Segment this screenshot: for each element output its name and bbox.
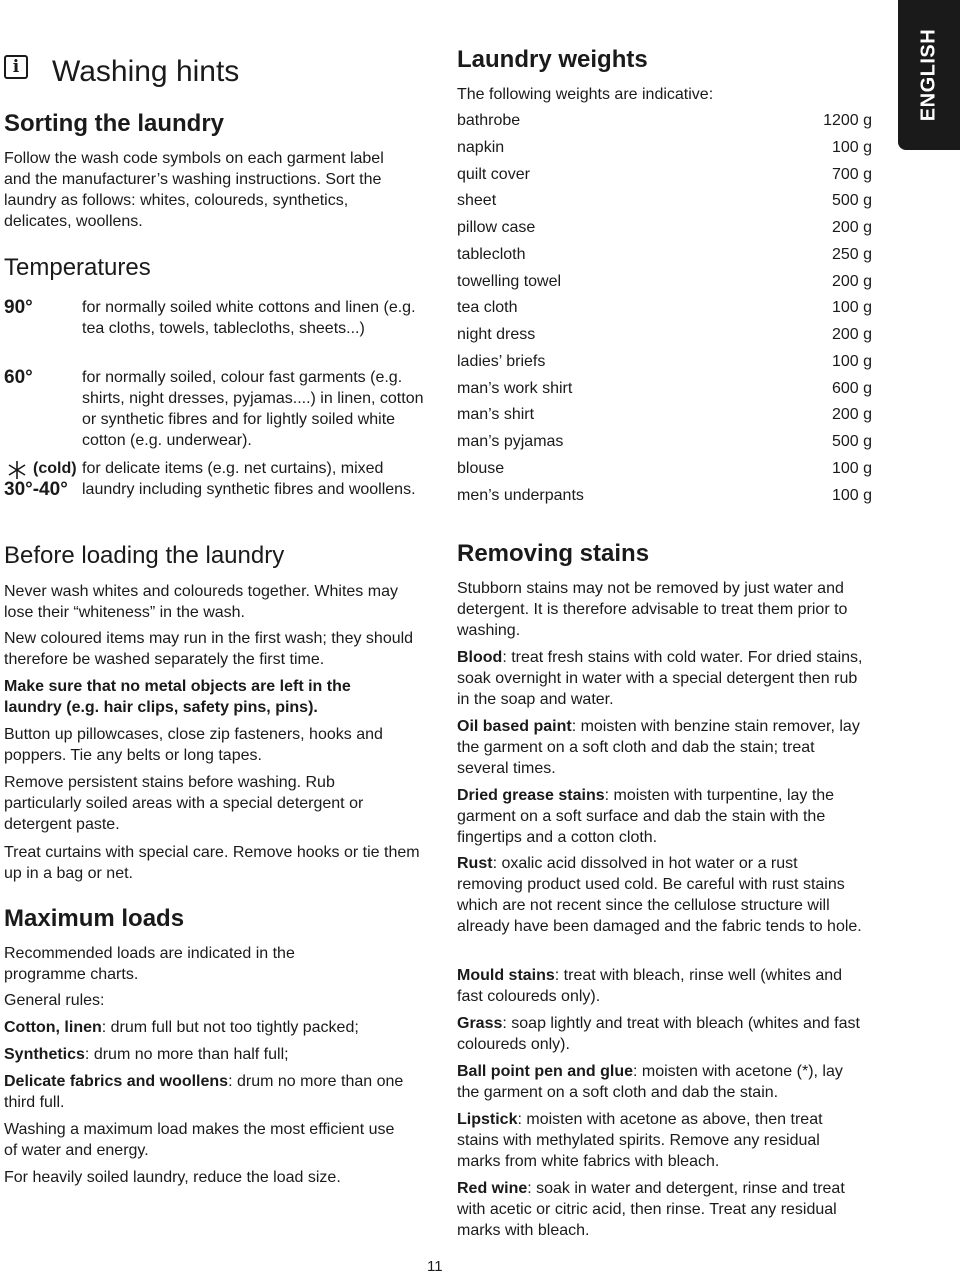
weight-item-name: tablecloth bbox=[457, 245, 526, 263]
sorting-text: Follow the wash code symbols on each garment label and the manufacturer’s washing instructions. Sort the laundry as follows: whites, coloureds, synthetics, delicates, woollens. bbox=[4, 150, 384, 230]
weight-item-name: bathrobe bbox=[457, 112, 521, 129]
max-loads-p3: Washing a maximum load makes the most efficient use of water and energy. bbox=[4, 1121, 395, 1159]
before-loading-p3: Make sure that no metal objects are left in the laundry (e.g. hair clips, safety pins, pins). bbox=[4, 678, 351, 716]
stain-entry bbox=[457, 716, 867, 779]
weight-row bbox=[457, 135, 872, 162]
stain-label: Mould stains bbox=[457, 967, 555, 984]
weight-item-value: 100 g bbox=[831, 486, 872, 504]
weight-row bbox=[457, 376, 872, 403]
weight-item-name: ladies’ briefs bbox=[457, 352, 546, 370]
stain-text: : moisten with acetone (*), lay the garment on a soft cloth and dab the stain. bbox=[457, 1063, 843, 1101]
temp-row-cold bbox=[4, 457, 424, 523]
temp-text: for normally soiled white cottons and linen (e.g. tea cloths, towels, tablecloths, sheets...) bbox=[82, 299, 416, 337]
stain-text: : moisten with acetone as above, then treat stains with methylated spirits. Remove any residual marks from white fabrics with bleach. bbox=[457, 1111, 823, 1170]
stains-intro: Stubborn stains may not be removed by just water and detergent. It is therefore advisable to treat them prior to washing. bbox=[457, 580, 848, 639]
weight-item-value: 200 g bbox=[831, 272, 872, 290]
stain-entry bbox=[457, 1013, 867, 1055]
weight-item-name: man’s shirt bbox=[457, 406, 535, 424]
weight-item-name: man’s pyjamas bbox=[457, 433, 564, 450]
weight-item-value: 200 g bbox=[831, 326, 872, 343]
weight-row bbox=[457, 269, 872, 296]
cotton-text: : drum full but not too tightly packed; bbox=[101, 1019, 359, 1036]
before-loading-heading: Before loading the laundry bbox=[4, 542, 285, 569]
weight-item-value: 100 g bbox=[831, 459, 872, 477]
synthetics-text: : drum no more than half full; bbox=[84, 1046, 289, 1063]
weight-row bbox=[457, 402, 872, 429]
temp-label: 30°-40° bbox=[4, 479, 68, 500]
stain-text: : moisten with turpentine, lay the garment on a soft surface and dab the stain with the fingertips and a cotton cloth. bbox=[457, 787, 835, 846]
before-loading-p5: Remove persistent stains before washing. Rub particularly soiled areas with a special detergent or detergent paste. bbox=[4, 774, 364, 833]
weight-item-value: 100 g bbox=[831, 138, 872, 156]
weights-heading: Laundry weights bbox=[457, 46, 648, 73]
weight-row bbox=[457, 483, 872, 510]
max-loads-p1: Recommended loads are indicated in the programme charts. bbox=[4, 945, 295, 983]
weights-intro: The following weights are indicative: bbox=[457, 86, 714, 103]
sorting-heading: Sorting the laundry bbox=[4, 110, 225, 137]
stain-entry bbox=[457, 785, 867, 848]
stain-entry bbox=[457, 1109, 867, 1172]
weight-item-value: 1200 g bbox=[823, 112, 872, 129]
stain-text: : treat with bleach, rinse well (whites and fast coloureds only). bbox=[457, 967, 843, 1005]
weights-table bbox=[457, 108, 872, 509]
max-loads-p4: For heavily soiled laundry, reduce the load size. bbox=[4, 1169, 341, 1186]
weight-item-name: night dress bbox=[457, 326, 536, 343]
page-title: Washing hints bbox=[52, 55, 240, 88]
before-loading-p2: New coloured items may run in the first wash; they should therefore be washed separately the first time. bbox=[4, 630, 414, 668]
delicate-label: Delicate fabrics and woollens bbox=[4, 1073, 229, 1090]
cotton-label: Cotton, linen bbox=[4, 1019, 102, 1036]
max-loads-cotton bbox=[4, 1017, 414, 1038]
weight-item-value: 200 g bbox=[831, 406, 872, 424]
temp-label: 60° bbox=[4, 367, 33, 388]
weight-item-value: 600 g bbox=[831, 379, 872, 397]
weight-item-value: 500 g bbox=[831, 192, 872, 210]
synthetics-label: Synthetics bbox=[4, 1046, 85, 1063]
weight-row bbox=[457, 429, 872, 456]
stain-text: : moisten with benzine stain remover, lay the garment on a soft cloth and dab the stain; treat several times. bbox=[457, 718, 860, 777]
stain-text: : oxalic acid dissolved in hot water or a rust removing product used cold. Be careful with rust stains which are not recent since the cellulose structure will already have been damaged and the fabric tends to hole. bbox=[457, 855, 862, 935]
weight-row bbox=[457, 108, 872, 135]
stain-text: : treat fresh stains with cold water. For dried stains, soak overnight in water with a special detergent then rub in the soap and water. bbox=[457, 649, 863, 708]
language-tab bbox=[898, 0, 960, 150]
stain-label: Rust bbox=[457, 855, 493, 872]
weight-row bbox=[457, 188, 872, 215]
weight-item-value: 100 g bbox=[831, 352, 872, 370]
weight-row bbox=[457, 322, 872, 349]
stain-label: Red wine bbox=[457, 1180, 528, 1197]
language-tab-label: ENGLISH bbox=[917, 28, 940, 122]
stain-entry bbox=[457, 647, 867, 710]
stain-label: Grass bbox=[457, 1015, 503, 1032]
stain-entry bbox=[457, 853, 867, 937]
weight-item-name: men’s underpants bbox=[457, 486, 584, 504]
info-icon: i bbox=[4, 55, 28, 79]
temp-label: 90° bbox=[4, 297, 33, 318]
cold-label: (cold) bbox=[33, 460, 77, 477]
stain-entry bbox=[457, 1178, 867, 1241]
temp-text: for normally soiled, colour fast garments (e.g. shirts, night dresses, pyjamas....) in linen, cotton or synthetic fibres and for lightly soiled white cotton (e.g. underwear). bbox=[82, 369, 424, 449]
stain-label: Ball point pen and glue bbox=[457, 1063, 633, 1080]
weight-item-value: 700 g bbox=[831, 165, 872, 183]
weight-item-value: 500 g bbox=[831, 433, 872, 450]
before-loading-p4: Button up pillowcases, close zip fasteners, hooks and poppers. Tie any belts or long tapes. bbox=[4, 726, 383, 764]
weight-item-name: quilt cover bbox=[457, 165, 530, 183]
stains-heading: Removing stains bbox=[457, 540, 650, 567]
max-loads-heading: Maximum loads bbox=[4, 905, 185, 932]
weight-item-value: 250 g bbox=[831, 245, 872, 263]
temp-row-90 bbox=[4, 297, 424, 363]
max-loads-delicate bbox=[4, 1071, 414, 1113]
stain-label: Oil based paint bbox=[457, 718, 572, 735]
weight-item-name: blouse bbox=[457, 459, 505, 477]
weight-item-value: 100 g bbox=[831, 299, 872, 317]
temp-text: for delicate items (e.g. net curtains), mixed laundry including synthetic fibres and woollens. bbox=[82, 460, 416, 498]
stain-label: Lipstick bbox=[457, 1111, 518, 1128]
weight-item-name: man’s work shirt bbox=[457, 379, 573, 397]
temperatures-heading: Temperatures bbox=[4, 254, 151, 281]
weight-row bbox=[457, 215, 872, 242]
stain-entry bbox=[457, 1061, 867, 1103]
temp-row-60 bbox=[4, 367, 424, 453]
weight-row bbox=[457, 456, 872, 483]
weight-row bbox=[457, 295, 872, 322]
weight-row bbox=[457, 349, 872, 376]
weight-item-name: tea cloth bbox=[457, 299, 518, 317]
weight-item-name: pillow case bbox=[457, 219, 536, 236]
page-number: 11 bbox=[427, 1258, 443, 1275]
weight-row bbox=[457, 162, 872, 189]
stain-text: : soak in water and detergent, rinse and treat with acetic or citric acid, then rinse. Treat any residual marks with bleach. bbox=[457, 1180, 845, 1239]
max-loads-p2: General rules: bbox=[4, 992, 105, 1009]
before-loading-p1: Never wash whites and coloureds together. Whites may lose their “whiteness” in the wash. bbox=[4, 583, 398, 621]
before-loading-p6: Treat curtains with special care. Remove hooks or tie them up in a bag or net. bbox=[4, 844, 420, 882]
stain-text: : soap lightly and treat with bleach (whites and fast coloureds only). bbox=[457, 1015, 860, 1053]
weight-item-value: 200 g bbox=[831, 219, 872, 236]
stain-entry bbox=[457, 965, 867, 1007]
cold-wash-icon bbox=[6, 459, 28, 481]
weight-item-name: sheet bbox=[457, 192, 497, 210]
max-loads-synthetics bbox=[4, 1044, 414, 1065]
weight-row bbox=[457, 242, 872, 269]
stain-label: Dried grease stains bbox=[457, 787, 605, 804]
weight-item-name: towelling towel bbox=[457, 272, 562, 290]
weight-item-name: napkin bbox=[457, 138, 505, 156]
stain-label: Blood bbox=[457, 649, 503, 666]
delicate-text: : drum no more than one third full. bbox=[4, 1073, 404, 1111]
